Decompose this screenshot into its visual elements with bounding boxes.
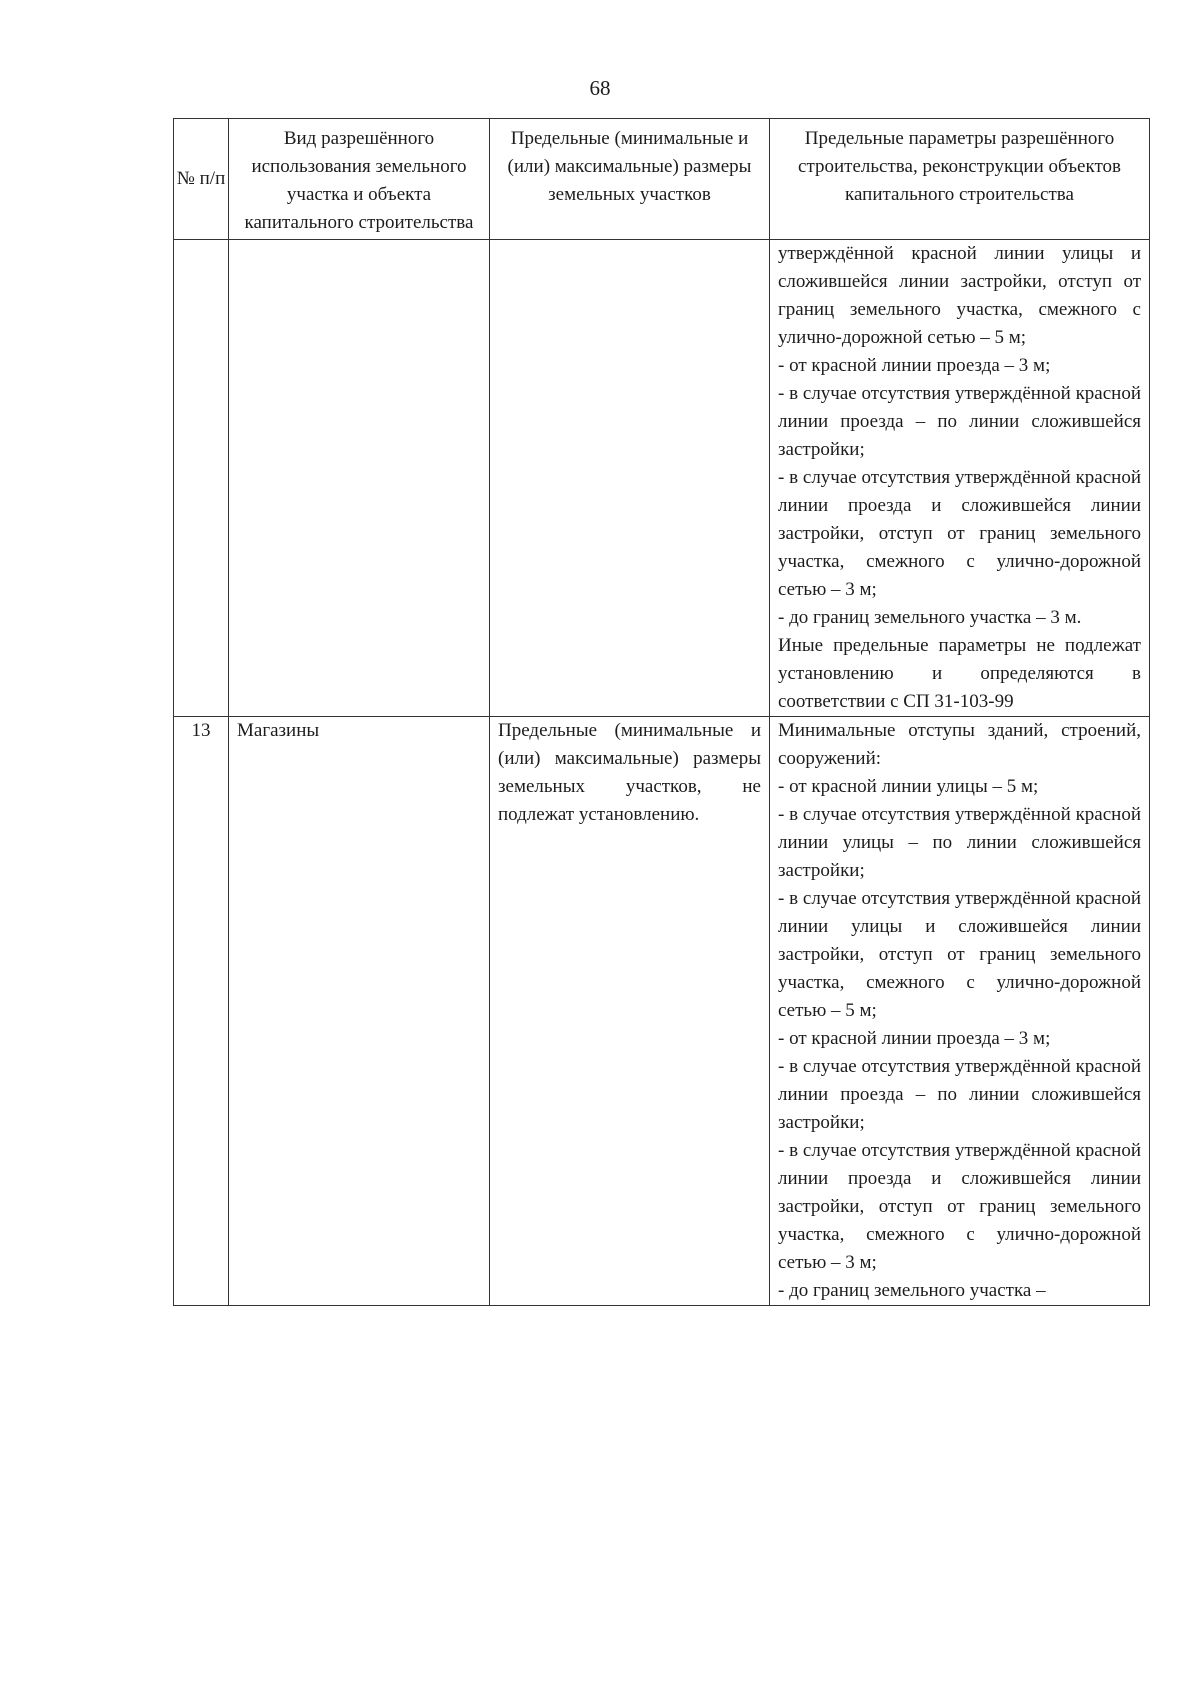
- row-use-type: [229, 240, 490, 717]
- parameter-line: - до границ земельного участка – 3 м.: [778, 607, 1082, 628]
- parameter-line: - в случае отсутствия утверждённой красной линии улицы и сложившейся линии застройки, отступ от границ земельного участка, смежного с улично-дорожной сетью – 5 м;: [778, 888, 1141, 1021]
- table-header-row: [174, 119, 1150, 240]
- parameter-line: Минимальные отступы зданий, строений, сооружений:: [778, 720, 1141, 769]
- row-parameters: [770, 240, 1150, 717]
- parameter-line: - в случае отсутствия утверждённой красной линии проезда – по линии сложившейся застройки;: [778, 1056, 1141, 1133]
- table-row: [174, 240, 1150, 717]
- parameter-line: - до границ земельного участка –: [778, 1280, 1046, 1301]
- header-plot-sizes: Предельные (минимальные и (или) максимальные) размеры земельных участков: [490, 119, 770, 240]
- parameter-line: - в случае отсутствия утверждённой красной линии улицы – по линии сложившейся застройки;: [778, 804, 1141, 881]
- parameter-line: - от красной линии улицы – 5 м;: [778, 776, 1039, 797]
- table-row: [174, 717, 1150, 1306]
- parameter-line: Иные предельные параметры не подлежат установлению и определяются в соответствии с СП 31-103-99: [778, 635, 1141, 712]
- row-use-type: Магазины: [229, 717, 490, 1306]
- row-number: [174, 240, 229, 717]
- row-parameters: [770, 717, 1150, 1306]
- parameter-line: - от красной линии проезда – 3 м;: [778, 355, 1051, 376]
- page-number: 68: [589, 76, 611, 100]
- header-use-type: Вид разрешённого использования земельного участка и объекта капитального строительства: [229, 119, 490, 240]
- parameter-line: - в случае отсутствия утверждённой красной линии проезда – по линии сложившейся застройки;: [778, 383, 1141, 460]
- parameter-line: - в случае отсутствия утверждённой красной линии проезда и сложившейся линии застройки, отступ от границ земельного участка, смежного с улично-дорожной сетью – 3 м;: [778, 1140, 1141, 1273]
- header-number: № п/п: [174, 119, 229, 240]
- regulations-table: [173, 118, 1150, 1306]
- parameter-line: утверждённой красной линии улицы и сложившейся линии застройки, отступ от границ земельного участка, смежного с улично-дорожной сетью – 5 м;: [778, 243, 1141, 348]
- parameter-line: - от красной линии проезда – 3 м;: [778, 1028, 1051, 1049]
- header-parameters: Предельные параметры разрешённого строительства, реконструкции объектов капитального строительства: [770, 119, 1150, 240]
- row-number: 13: [174, 717, 229, 1306]
- row-plot-sizes: [490, 240, 770, 717]
- parameter-line: - в случае отсутствия утверждённой красной линии проезда и сложившейся линии застройки, отступ от границ земельного участка, смежного с улично-дорожной сетью – 3 м;: [778, 467, 1141, 600]
- row-plot-sizes: Предельные (минимальные и (или) максимальные) размеры земельных участков, не подлежат установлению.: [490, 717, 770, 1306]
